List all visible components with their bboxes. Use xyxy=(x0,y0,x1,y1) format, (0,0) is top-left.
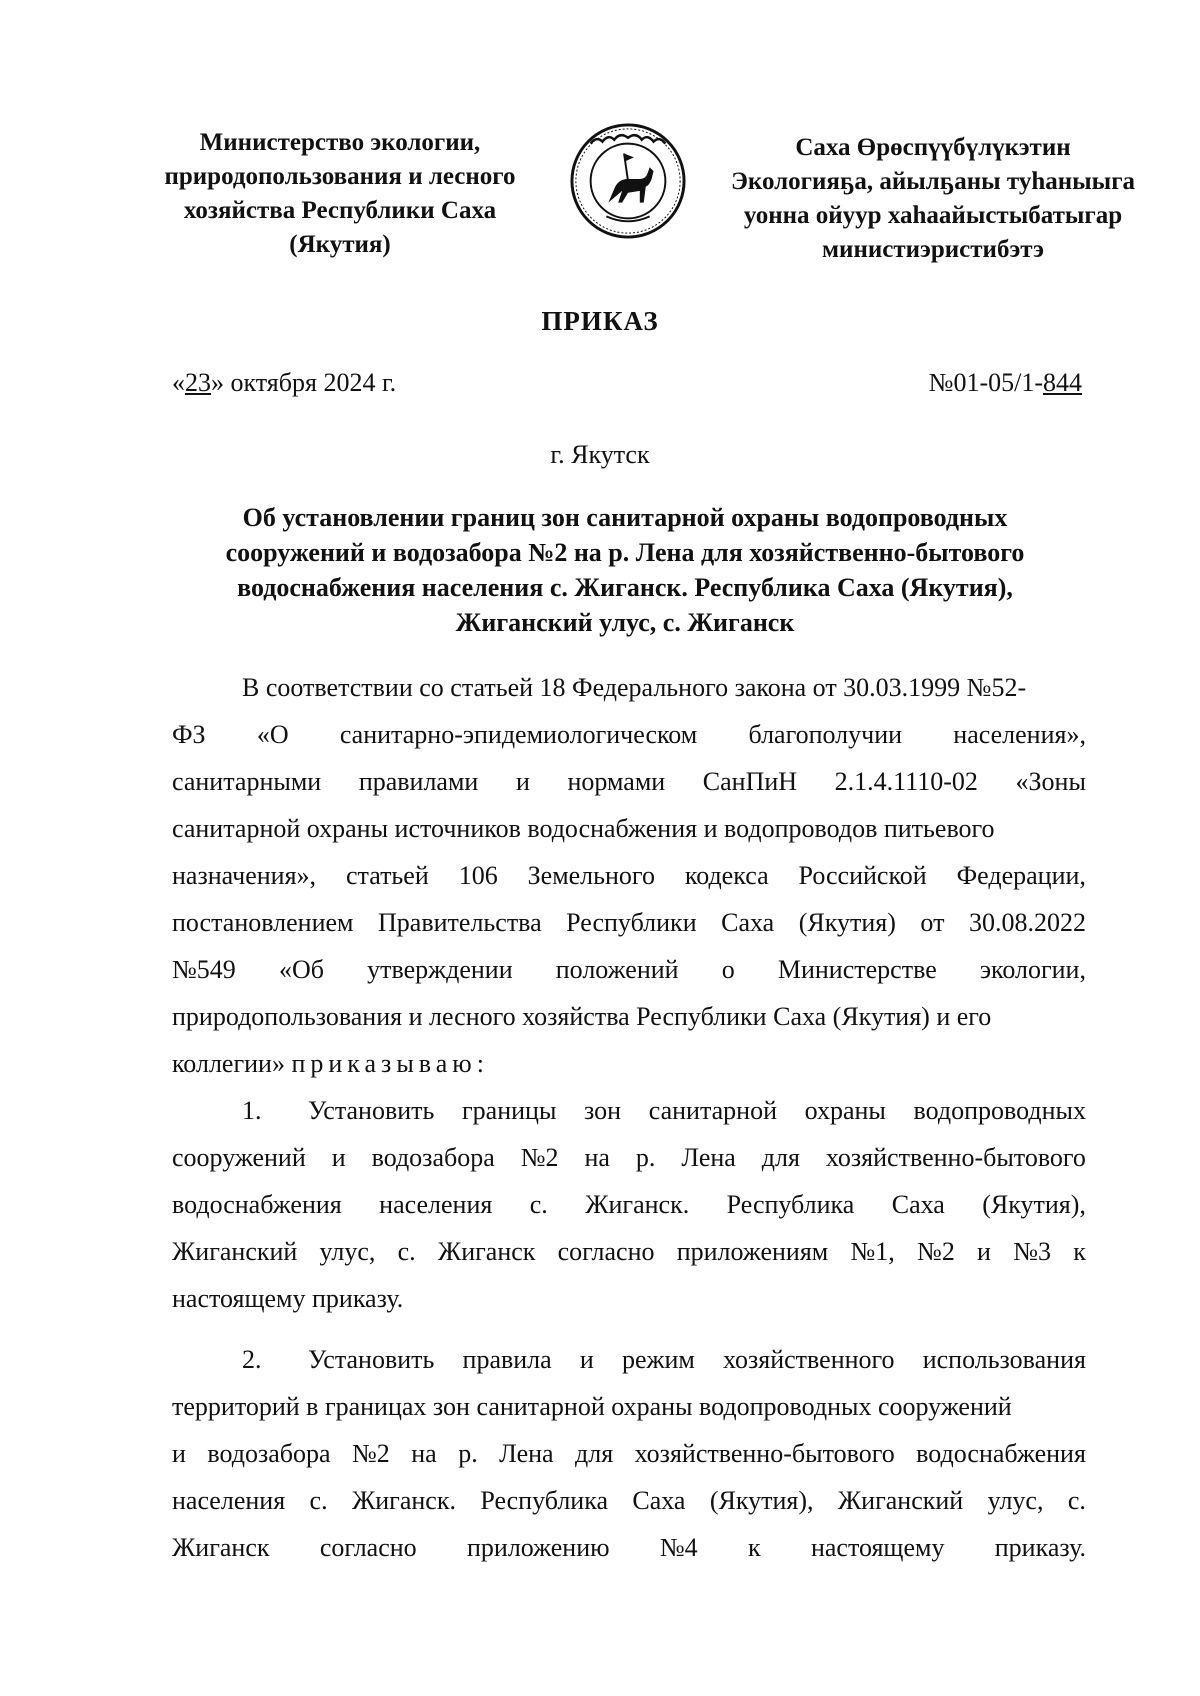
ministry-name-russian xyxy=(150,126,530,262)
preamble-line xyxy=(172,711,1086,758)
word: санитарной xyxy=(648,1096,777,1125)
date-open-quote: « xyxy=(172,368,185,397)
order-number-suffix: 844 xyxy=(1043,368,1082,397)
preamble-last-text: коллегии» xyxy=(172,1049,285,1078)
item-2-line xyxy=(172,1383,1086,1430)
word: водозабора xyxy=(207,1439,331,1468)
date-month-year: » октября 2024 г. xyxy=(211,368,397,397)
word: Установить xyxy=(308,1096,435,1125)
word: Правительства xyxy=(378,908,542,937)
word: территорий в границах зон санитарной охраны водопроводных сооружений xyxy=(172,1392,1012,1421)
word: №3 xyxy=(1013,1237,1051,1266)
city-name: г. Якутск xyxy=(550,440,650,469)
word: благополучии xyxy=(748,720,903,749)
word: режим xyxy=(621,1345,695,1374)
item-2-first-line xyxy=(172,1336,1086,1383)
order-verb: приказываю: xyxy=(291,1049,489,1078)
word: утверждении xyxy=(367,955,513,984)
word: населения xyxy=(379,1190,493,1219)
ministry-name-sah-line: Саха Өрөспүүбүлүкэтин xyxy=(795,134,1071,161)
subject-line: Об установлении границ зон санитарной охраны водопроводных xyxy=(242,503,1008,532)
word: на xyxy=(411,1439,437,1468)
word: о xyxy=(721,955,735,984)
word: согласно xyxy=(319,1533,417,1562)
word: с. xyxy=(529,1190,548,1219)
word: санитарными xyxy=(172,767,322,796)
ministry-name-sah-line: министиэристибэтэ xyxy=(822,236,1044,263)
order-date xyxy=(172,368,396,398)
date-day: 23 xyxy=(185,368,211,397)
preamble-line xyxy=(172,993,1086,1040)
word: правила xyxy=(462,1345,552,1374)
word: Жиганск xyxy=(437,1237,536,1266)
word: к xyxy=(748,1533,761,1562)
word: №549 xyxy=(172,955,236,984)
order-subject xyxy=(170,500,1080,640)
item-1-number: 1. xyxy=(242,1096,262,1125)
word: границы xyxy=(462,1096,557,1125)
word: назначения», xyxy=(172,861,317,890)
word: р. xyxy=(458,1439,478,1468)
subject-line: сооружений и водозабора №2 на р. Лена для хозяйственно-бытового xyxy=(225,538,1025,567)
word: Жиганск xyxy=(172,1533,270,1562)
word: Российской xyxy=(798,861,927,890)
word: для xyxy=(761,1143,800,1172)
word: водоснабжения xyxy=(172,1190,342,1219)
word: №2 xyxy=(352,1439,390,1468)
item-1-line xyxy=(172,1134,1086,1181)
word: и xyxy=(579,1345,594,1374)
word: с. xyxy=(1067,1486,1086,1515)
item-2-line xyxy=(172,1477,1086,1524)
word: Жиганский xyxy=(837,1486,964,1515)
word: правилами xyxy=(358,767,479,796)
subject-line: водоснабжения населения с. Жиганск. Республика Саха (Якутия), xyxy=(237,573,1013,602)
word: санитарно-эпидемиологическом xyxy=(339,720,698,749)
word: №1, xyxy=(850,1237,895,1266)
word: Лена xyxy=(681,1143,736,1172)
preamble-line xyxy=(172,805,1086,852)
ministry-name-ru-line: (Якутия) xyxy=(289,231,391,258)
item-2-line xyxy=(172,1430,1086,1477)
ministry-name-sah-line: уонна ойуур хаһаайыстыбатыгар xyxy=(743,202,1123,229)
word: на xyxy=(584,1143,610,1172)
word: кодекса xyxy=(684,861,769,890)
word: Установить xyxy=(308,1345,435,1374)
word: р. xyxy=(635,1143,656,1172)
word: ФЗ xyxy=(172,720,206,749)
word: населения», xyxy=(953,720,1086,749)
word: «О xyxy=(256,720,289,749)
preamble-last-line xyxy=(172,1040,1086,1087)
word: приказу. xyxy=(994,1533,1086,1562)
word: с. xyxy=(309,1486,328,1515)
word: от xyxy=(920,908,945,937)
word: сооружений xyxy=(172,1143,306,1172)
word: приложению xyxy=(466,1533,610,1562)
item-1-last-line xyxy=(172,1275,1086,1322)
word: №2 xyxy=(520,1143,559,1172)
paragraph-gap xyxy=(172,1322,1086,1336)
item-1-first-text xyxy=(308,1087,1086,1134)
word: «Об xyxy=(278,955,324,984)
word: улус, xyxy=(319,1237,376,1266)
word: №2 xyxy=(917,1237,955,1266)
word: санитарной охраны источников водоснабжения и водопроводов питьевого xyxy=(172,814,995,843)
ministry-name-ru-line: хозяйства Республики Саха xyxy=(183,197,497,224)
item-1-last-text: настоящему приказу. xyxy=(172,1284,404,1313)
word: Министерстве xyxy=(777,955,937,984)
word: использования xyxy=(922,1345,1086,1374)
word: зон xyxy=(584,1096,622,1125)
item-2-paragraph xyxy=(172,1383,1086,1571)
preamble-line xyxy=(172,664,1086,711)
word: 2.1.4.1110-02 xyxy=(834,767,978,796)
ministry-name-ru-line: Министерство экологии, xyxy=(199,129,481,156)
word: Земельного xyxy=(527,861,655,890)
word: с. xyxy=(397,1237,416,1266)
item-2-line xyxy=(172,1524,1086,1571)
word: положений xyxy=(555,955,679,984)
word: постановлением xyxy=(172,908,354,937)
republic-sakha-emblem-icon xyxy=(569,122,687,240)
word: для xyxy=(575,1439,614,1468)
word: и xyxy=(331,1143,346,1172)
word: В соответствии со статьей 18 Федерального закона от 30.03.1999 №52- xyxy=(242,673,1027,702)
word: Жиганск. xyxy=(585,1190,690,1219)
word: и xyxy=(515,767,530,796)
word: экологии, xyxy=(979,955,1086,984)
word: Республики xyxy=(566,908,697,937)
word: Лена xyxy=(499,1439,554,1468)
word: «Зоны xyxy=(1015,767,1086,796)
word: Саха xyxy=(721,908,775,937)
word: 106 xyxy=(458,861,498,890)
preamble-paragraph xyxy=(172,664,1086,1040)
word: Жиганск. xyxy=(351,1486,456,1515)
item-1-paragraph xyxy=(172,1134,1086,1275)
preamble-line xyxy=(172,899,1086,946)
word: охраны xyxy=(804,1096,886,1125)
word: природопользования и лесного хозяйства Республики Саха (Якутия) и его xyxy=(172,1002,992,1031)
word: нормами xyxy=(567,767,666,796)
item-1-line xyxy=(172,1228,1086,1275)
word: Саха xyxy=(632,1486,686,1515)
word: улус, xyxy=(987,1486,1044,1515)
order-body xyxy=(172,664,1086,1571)
item-2-number: 2. xyxy=(242,1345,262,1374)
word: Республика xyxy=(726,1190,855,1219)
item-1-first-line xyxy=(172,1087,1086,1134)
word: СанПиН xyxy=(702,767,798,796)
subject-line: Жиганский улус, с. Жиганск xyxy=(455,608,795,637)
word: Жиганский xyxy=(172,1237,298,1266)
word: приложениям xyxy=(676,1237,829,1266)
word: водопроводных xyxy=(913,1096,1086,1125)
word: согласно xyxy=(557,1237,655,1266)
order-number-prefix: №01-05/1- xyxy=(928,368,1043,397)
order-number xyxy=(929,368,1082,398)
word: водозабора xyxy=(371,1143,495,1172)
word: Федерации, xyxy=(956,861,1086,890)
word: Саха xyxy=(891,1190,945,1219)
word: хозяйственно-бытового xyxy=(825,1143,1086,1172)
word: населения xyxy=(172,1486,286,1515)
word: хозяйственно-бытового xyxy=(634,1439,895,1468)
ministry-name-yakut xyxy=(718,131,1148,267)
word: и xyxy=(172,1439,186,1468)
preamble-line xyxy=(172,946,1086,993)
word: статьей xyxy=(345,861,429,890)
word: и xyxy=(977,1237,991,1266)
preamble-line xyxy=(172,852,1086,899)
ministry-name-sah-line: Экологияҕа, айылҕаны туһаныыга xyxy=(730,168,1136,195)
word: (Якутия), xyxy=(982,1190,1086,1219)
word: (Якутия), xyxy=(709,1486,814,1515)
word: Республика xyxy=(480,1486,608,1515)
word: №4 xyxy=(659,1533,698,1562)
item-1-line xyxy=(172,1181,1086,1228)
word: (Якутия) xyxy=(798,908,896,937)
word: водоснабжения xyxy=(916,1439,1086,1468)
ministry-name-ru-line: природопользования и лесного xyxy=(164,163,516,190)
word: к xyxy=(1073,1237,1086,1266)
word: 30.08.2022 xyxy=(968,908,1086,937)
order-title: ПРИКАЗ xyxy=(541,306,659,336)
word: настоящему xyxy=(810,1533,945,1562)
item-2-first-text xyxy=(308,1336,1086,1383)
preamble-line xyxy=(172,758,1086,805)
word: хозяйственного xyxy=(722,1345,895,1374)
